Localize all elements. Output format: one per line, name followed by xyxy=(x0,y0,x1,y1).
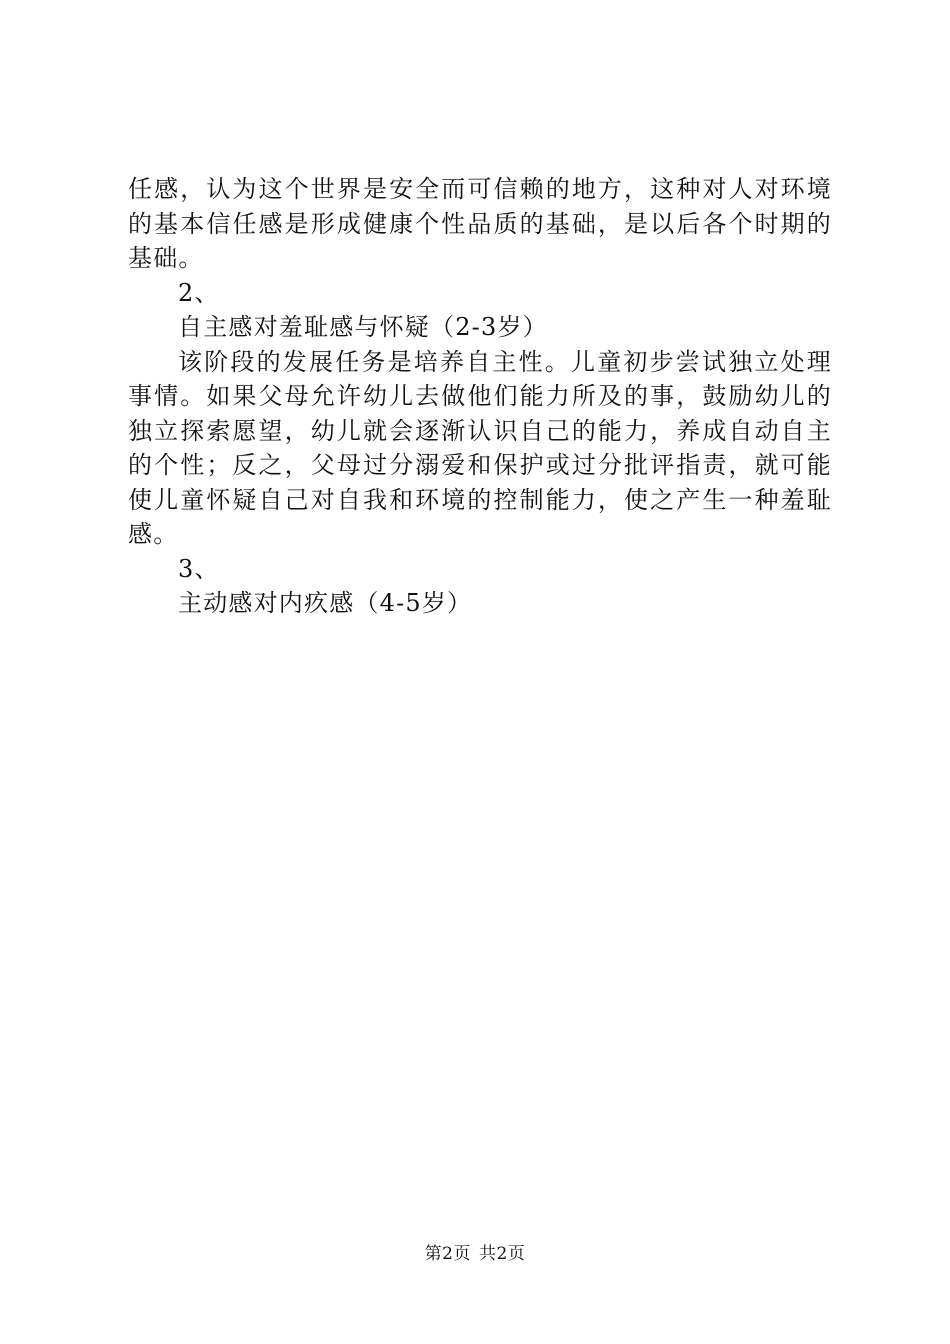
page-footer xyxy=(0,1242,950,1266)
paragraph-continued-text: 任感，认为这个世界是安全而可信赖的地方，这种对人对环境的基本信任感是形成健康个性品质的基础，是以后各个时期的基础。 xyxy=(128,175,832,272)
section-heading-initiative: 主动感对内疚感（4-5岁） xyxy=(178,589,473,617)
document-body xyxy=(128,172,832,621)
section-number-2: 2、 xyxy=(178,278,220,307)
page-total: 共2页 xyxy=(479,1244,526,1264)
section-heading-autonomy: 自主感对羞耻感与怀疑（2-3岁） xyxy=(178,313,548,341)
section-number-3: 3、 xyxy=(178,554,220,583)
page-number: 第2页 xyxy=(424,1244,471,1264)
paragraph-autonomy-description: 该阶段的发展任务是培养自主性。儿童初步尝试独立处理事情。如果父母允许幼儿去做他们能力所及的事，鼓励幼儿的独立探索愿望，幼儿就会逐渐认识自己的能力，养成自动自主的个性；反之，父母过分溺爱和保护或过分批评指责，就可能使儿童怀疑自己对自我和环境的控制能力，使之产生一种羞耻感。 xyxy=(128,347,832,548)
